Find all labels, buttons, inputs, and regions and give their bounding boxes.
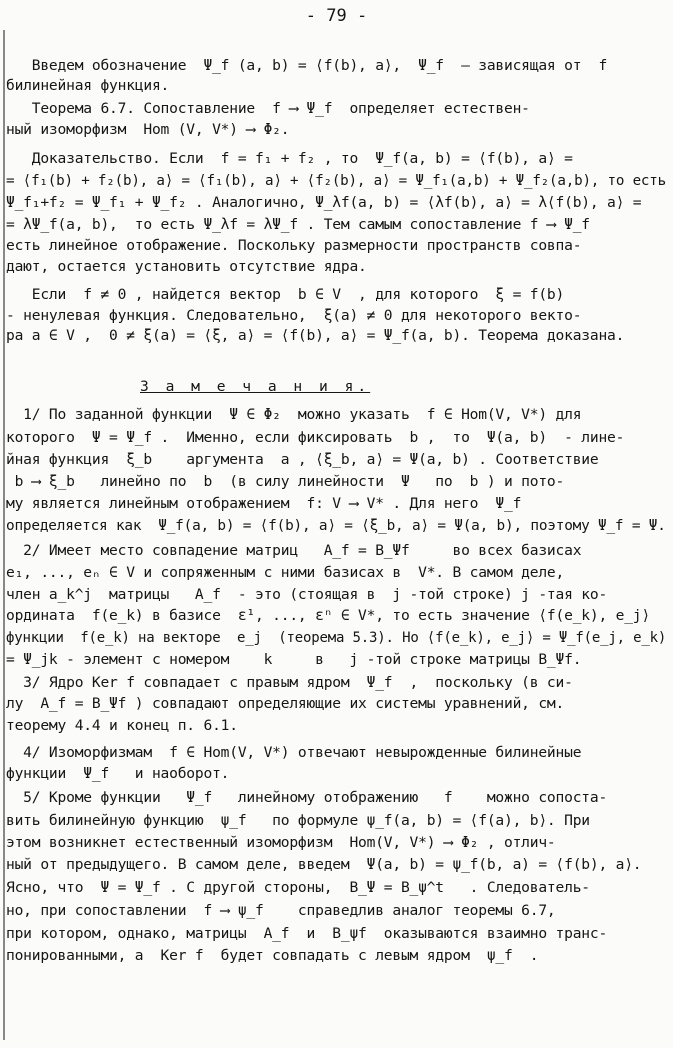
text-line: теорему 4.4 и конец п. 6.1. [6, 717, 238, 734]
text-line: e₁, ..., eₙ ∈ V и сопряженным с ними базисах в V*. В самом деле, [6, 564, 565, 581]
left-margin-line [3, 30, 5, 1040]
text-line: 1/ По заданной функции Ψ ∈ Φ₂ можно указать f ∈ Hom(V, V*) для [6, 406, 582, 423]
text-line: = λΨ_f(a, b), то есть Ψ_λf = λΨ_f . Тем самым сопоставление f ⟶ Ψ_f [6, 216, 590, 233]
text-line: му является линейным отображением f: V ⟶ V* . Для него Ψ_f [6, 495, 522, 512]
text-line: член a_k^j матрицы A_f - это (стоящая в j -той строке) j -тая ко- [6, 586, 608, 603]
text-line: Если f ≠ 0 , найдется вектор b ∈ V , для которого ξ = f(b) [6, 286, 565, 303]
page-number: - 79 - [305, 6, 368, 26]
text-line: лу A_f = B_Ψf ) совпадают определяющие их системы уравнений, см. [6, 695, 565, 712]
section-heading: З а м е ч а н и я. [140, 378, 371, 395]
text-line: ный от предыдущего. В самом деле, введем Ψ(a, b) = ψ_f(b, a) = ⟨f(b), a⟩. [6, 856, 642, 873]
text-line: ный изоморфизм Hom (V, V*) ⟶ Φ₂. [6, 121, 290, 138]
text-line: йная функция ξ_b аргумента a , ⟨ξ_b, a⟩ = Ψ(a, b) . Соответствие [6, 451, 599, 468]
text-line: Теорема 6.7. Сопоставление f ⟶ Ψ_f определяет естествен- [6, 100, 530, 117]
text-line: 4/ Изоморфизмам f ∈ Hom(V, V*) отвечают невырожденные билинейные [6, 744, 582, 761]
text-line: Доказательство. Если f = f₁ + f₂ , то Ψ_f(a, b) = ⟨f(b), a⟩ = [6, 150, 573, 167]
text-line: ра a ∈ V , 0 ≠ ξ(a) = ⟨ξ, a⟩ = ⟨f(b), a⟩ = Ψ_f(a, b). Теорема доказана. [6, 327, 625, 344]
text-line: но, при сопоставлении f ⟶ ψ_f справедлив аналог теоремы 6.7, [6, 902, 556, 919]
text-line: b ⟶ ξ_b линейно по b (в силу линейности Ψ по b ) и пото- [6, 473, 565, 490]
text-line: определяется как Ψ_f(a, b) = ⟨f(b), a⟩ = ⟨ξ_b, a⟩ = Ψ(a, b), поэтому Ψ_f = Ψ. [6, 517, 666, 534]
text-line: ордината f(e_k) в базисе ε¹, ..., εⁿ ∈ V*, то есть значение ⟨f(e_k), e_j⟩ [6, 607, 650, 624]
text-line: понированными, а Ker f будет совпадать с левым ядром ψ_f . [6, 947, 539, 964]
text-line: этом возникнет естественный изоморфизм Hom(V, V*) ⟶ Φ₂ , отлич- [6, 834, 556, 851]
text-line: 2/ Имеет место совпадение матриц A_f = B_Ψf во всех базисах [6, 542, 582, 559]
text-line: функции f(e_k) на векторе e_j (теорема 5.3). Но ⟨f(e_k), e_j⟩ = Ψ_f(e_j, e_k) [6, 629, 667, 646]
text-line: = ⟨f₁(b) + f₂(b), a⟩ = ⟨f₁(b), a⟩ + ⟨f₂(b), a⟩ = Ψ_f₁(a,b) + Ψ_f₂(a,b), то есть [6, 172, 666, 189]
text-line: Ясно, что Ψ = Ψ_f . С другой стороны, B_Ψ = B_ψ^t . Следователь- [6, 879, 590, 896]
text-line: Ψ_f₁+f₂ = Ψ_f₁ + Ψ_f₂ . Аналогично, Ψ_λf(a, b) = ⟨λf(b), a⟩ = λ⟨f(b), a⟩ = [6, 194, 642, 211]
text-line: Введем обозначение Ψ_f (a, b) = ⟨f(b), a⟩, Ψ_f – зависящая от f [6, 57, 608, 74]
text-line: билинейная функция. [6, 77, 170, 94]
text-line: есть линейное отображение. Поскольку размерности пространств совпа- [6, 237, 582, 254]
text-line: которого Ψ = Ψ_f . Именно, если фиксировать b , то Ψ(a, b) - лине- [6, 429, 625, 446]
text-line: при котором, однако, матрицы A_f и B_ψf оказываются взаимно транс- [6, 925, 608, 942]
text-line: - ненулевая функция. Следовательно, ξ(a) ≠ 0 для некоторого векто- [6, 307, 582, 324]
text-line: 3/ Ядро Ker f совпадает с правым ядром Ψ_f , поскольку (в си- [6, 674, 573, 691]
text-line: функции Ψ_f и наоборот. [6, 765, 230, 782]
text-line: дают, остается установить отсутствие ядра. [6, 258, 367, 275]
text-line: = Ψ_jk - элемент с номером k в j -той строке матрицы B_Ψf. [6, 651, 582, 668]
text-line: вить билинейную функцию ψ_f по формуле ψ_f(a, b) = ⟨f(a), b⟩. При [6, 812, 590, 829]
text-line: 5/ Кроме функции Ψ_f линейному отображению f можно сопостa- [6, 789, 608, 806]
